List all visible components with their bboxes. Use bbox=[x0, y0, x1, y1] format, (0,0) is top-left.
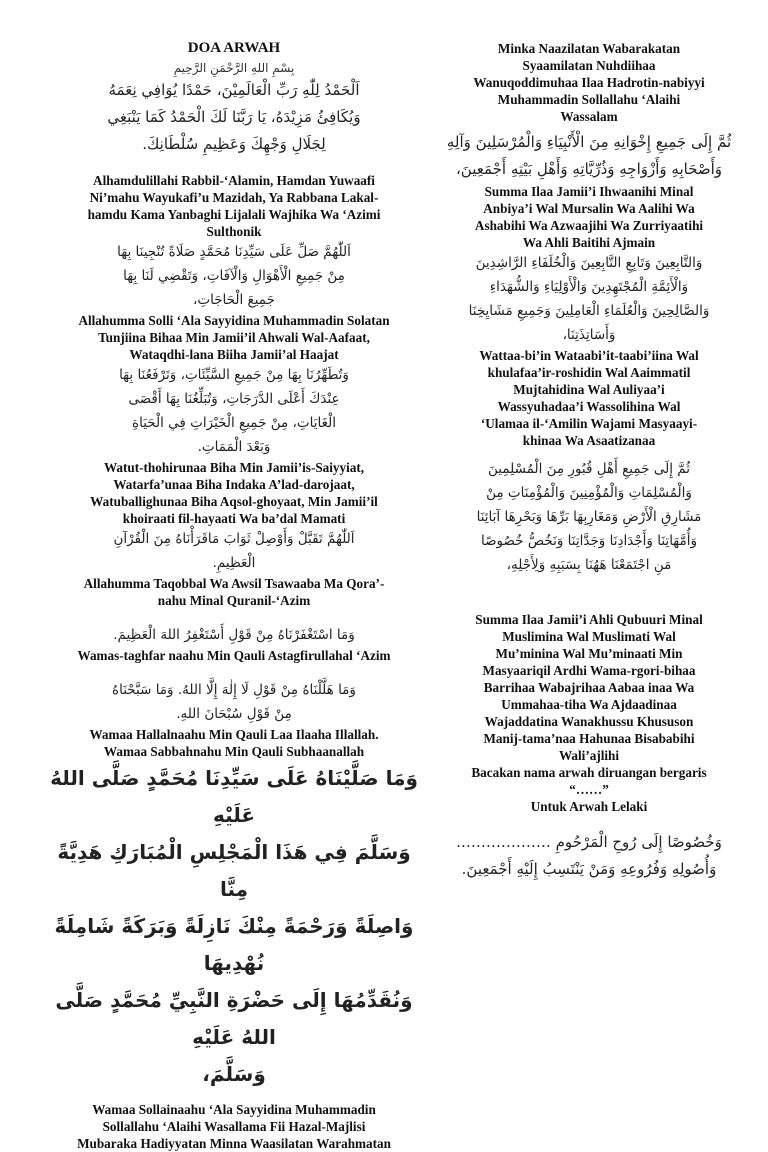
latin-block-4 bbox=[40, 575, 428, 609]
latin-line: Ni’mahu Wayukafi’u Mazidah, Ya Rabbana Lakal- bbox=[89, 190, 379, 205]
latin-line: Muslimina Wal Muslimati Wal bbox=[502, 629, 676, 644]
arabic-line: ثُمَّ إِلَى جَمِيعِ إِخْوَانِهِ مِنَ الْأَنْبِيَاءِ وَالْمُرْسَلِينَ وَآلِهِ bbox=[446, 133, 732, 151]
document-title: DOA ARWAH bbox=[187, 40, 281, 56]
latin-line: Wamaa Hallalnaahu Min Qauli Laa Ilaaha Illallah. bbox=[89, 727, 379, 742]
arabic-line: اَللّٰهُمَّ صَلِّ عَلَى سَيِّدِنَا مُحَمَّدٍ صَلَاةً تُنْجِينَا بِهَا bbox=[117, 244, 351, 260]
latin-block-7 bbox=[40, 1101, 428, 1152]
arabic-line: وَأَسَاتِذَتِنَا، bbox=[562, 327, 616, 343]
latin-block-3 bbox=[40, 459, 428, 527]
arabic-line: وَتُطَهِّرُنَا بِهَا مِنْ جَمِيعِ السَّيِّئَاتِ، وَتَرْفَعُنَا بِهَا bbox=[119, 367, 349, 383]
arabic-line: وَأُمَّهَاتِنَا وَأَجْدَادِنَا وَجَدَّاتِنَا وَنَخُصُّ خُصُوصًا bbox=[480, 533, 698, 549]
arabic-line: الْعَظِيمِ. bbox=[212, 555, 256, 571]
arabic-line: وَخُصُوصًا إِلَى رُوحِ الْمَرْحُومِ ………………. bbox=[456, 833, 722, 851]
latin-line: Wamaa Sollainaahu ‘Ala Sayyidina Muhammadin bbox=[92, 1102, 376, 1117]
latin-line: khoiraati fil-hayaati Wa ba’dal Mamati bbox=[122, 511, 346, 526]
arabic-line: وَمَا هَلَّلْنَاهُ مِنْ قَوْلِ لَا إِلٰهَ إِلَّا اللهُ. وَمَا سَبَّحْنَاهُ bbox=[112, 682, 356, 698]
latin-line: Barrihaa Wabajrihaa Aabaa inaa Wa bbox=[483, 680, 695, 695]
arabic-block-2 bbox=[40, 240, 428, 312]
arabic-block-r1 bbox=[446, 129, 732, 183]
latin-line: Wanuqoddimuhaa Ilaa Hadrotin-nabiyyi bbox=[473, 75, 705, 90]
latin-line: Ummahaa-tiha Wa Ajdaadinaa bbox=[501, 697, 677, 712]
latin-line: Muhammadin Sollallahu ‘Alaihi bbox=[497, 92, 681, 107]
latin-line: Summa Ilaa Jamii’i Ahli Qubuuri Minal bbox=[475, 612, 703, 627]
latin-line: Wali’ajlihi bbox=[558, 748, 620, 763]
arabic-line: وَاصِلَةً وَرَحْمَةً مِنْكَ نَازِلَةً وَبَرَكَةً شَامِلَةً نُهْدِيهَا bbox=[54, 914, 414, 975]
latin-line: Allahumma Solli ‘Ala Sayyidina Muhammadin Solatan bbox=[78, 313, 390, 328]
arabic-line: ثُمَّ إِلَى جَمِيعِ أَهْلِ قُبُورِ مِنَ الْمُسْلِمِينَ bbox=[488, 461, 690, 477]
latin-line: Mubaraka Hadiyyatan Minna Waasilatan Warahmatan bbox=[77, 1136, 391, 1151]
latin-line: khinaa Wa Asaatizanaa bbox=[522, 433, 656, 448]
arabic-line: وَمَا صَلَّيْنَاهُ عَلَى سَيِّدِنَا مُحَمَّدٍ صَلَّى اللهُ عَلَيْهِ bbox=[50, 766, 418, 827]
arabic-block-r4 bbox=[446, 829, 732, 883]
latin-block-r2 bbox=[446, 183, 732, 251]
latin-line: Wa Ahli Baitihi Ajmain bbox=[522, 235, 656, 250]
latin-line: Wassyuhadaa’i Wassolihina Wal bbox=[497, 399, 681, 414]
latin-line: Alhamdulillahi Rabbil-‘Alamin, Hamdan Yuwaafi bbox=[93, 173, 375, 188]
arabic-block-r2 bbox=[446, 251, 732, 347]
instruction-line: “……” bbox=[569, 782, 609, 797]
latin-block-1 bbox=[40, 172, 428, 240]
arabic-line: وَالصَّالِحِينَ وَالْعُلَمَاءِ الْعَامِلِينَ وَجَمِيعِ مَشَايِخِنَا bbox=[468, 303, 710, 319]
latin-line: Mu’minina Wal Mu’minaati Min bbox=[495, 646, 683, 661]
latin-line: Wattaa-bi’in Wataabi’it-taabi’iina Wal bbox=[479, 348, 699, 363]
latin-block-2 bbox=[40, 312, 428, 363]
latin-line: Wataqdhi-lana Biiha Jamii’al Haajat bbox=[129, 347, 339, 362]
latin-line: Allahumma Taqobbal Wa Awsil Tsawaaba Ma Qora’- bbox=[83, 576, 385, 591]
instruction-line: Bacakan nama arwah diruangan bergaris bbox=[471, 765, 707, 780]
latin-line: nahu Minal Quranil-‘Azim bbox=[157, 593, 311, 608]
arabic-line: وَسَلَّمَ، bbox=[202, 1062, 266, 1086]
arabic-line: وَيُكَافِئُ مَزِيْدَهُ، يَا رَبَّنَا لَكَ الْحَمْدُ كَمَا يَنْبَغِي bbox=[107, 108, 361, 126]
arabic-line: وَنُقَدِّمُهَا إِلَى حَضْرَةِ النَّبِيِّ مُحَمَّدٍ صَلَّى اللهُ عَلَيْهِ bbox=[55, 988, 413, 1049]
arabic-block-r3 bbox=[446, 457, 732, 577]
arabic-block-6 bbox=[40, 678, 428, 726]
latin-line: khulafaa’ir-roshidin Wal Aaimmatil bbox=[487, 365, 691, 380]
latin-line: Summa Ilaa Jamii’i Ihwaanihi Minal bbox=[484, 184, 694, 199]
latin-line: Sulthonik bbox=[206, 224, 262, 239]
latin-line: Watarfa’unaa Biha Indaka A’lad-darojaat, bbox=[113, 477, 355, 492]
latin-line: Watuballighunaa Biha Aqsol-ghoyaat, Min Jamii’il bbox=[90, 494, 378, 509]
instruction-line: Untuk Arwah Lelaki bbox=[530, 799, 648, 814]
arabic-line: وَسَلَّمَ فِي هَذَا الْمَجْلِسِ الْمُبَارَكِ هَدِيَّةً مِنَّا bbox=[57, 840, 411, 901]
arabic-line: اَلْحَمْدُ لِلّٰهِ رَبِّ الْعَالَمِيْنَ، حَمْدًا يُوَافِي نِعَمَهُ bbox=[108, 81, 360, 99]
latin-line: Manij-tama’naa Hahunaa Bisababihi bbox=[483, 731, 695, 746]
latin-line: Minka Naazilatan Wabarakatan bbox=[497, 41, 681, 56]
latin-line: Mujtahidina Wal Auliyaa’i bbox=[513, 382, 665, 397]
arabic-line: مِنْ جَمِيعِ الْأَهْوَالِ وَالْآفَاتِ، وَتَقْضِي لَنَا بِهَا bbox=[123, 268, 345, 284]
arabic-line: جَمِيعَ الْحَاجَاتِ، bbox=[193, 292, 275, 308]
arabic-line: اَللّٰهُمَّ تَقَبَّلْ وَأَوْصِلْ ثَوَابَ مَاقَرَأْنَاهُ مِنَ الْقُرْآنِ bbox=[113, 531, 355, 547]
arabic-line: وَأَصْحَابِهِ وَأَزْوَاجِهِ وَذُرِّيَّاتِهِ وَأَهْلِ بَيْتِهِ أَجْمَعِينَ، bbox=[455, 160, 723, 178]
latin-line: Syaamilatan Nuhdiihaa bbox=[522, 58, 656, 73]
arabic-line: وَالْأَئِمَّةِ الْمُجْتَهِدِينَ وَالْأَوْلِيَاءِ وَالشُّهَدَاءِ bbox=[489, 279, 689, 295]
latin-line: Wajaddatina Wanakhussu Khususon bbox=[484, 714, 694, 729]
latin-block-6 bbox=[40, 726, 428, 760]
arabic-block-1 bbox=[40, 77, 428, 158]
latin-block-5 bbox=[40, 647, 428, 664]
left-column bbox=[40, 40, 428, 1152]
latin-line: Wassalam bbox=[560, 109, 618, 124]
arabic-line: مِنْ قَوْلِ سُبْحَانَ اللهِ. bbox=[176, 706, 292, 722]
latin-line: Ashabihi Wa Azwaajihi Wa Zurriyaatihi bbox=[474, 218, 704, 233]
latin-line: Tunjiina Bihaa Min Jamii’il Ahwali Wal-Aafaat, bbox=[98, 330, 370, 345]
arabic-line: الْغَايَاتِ، مِنْ جَمِيعِ الْخَيْرَاتِ فِي الْحَيَاةِ bbox=[132, 415, 336, 431]
arabic-block-4 bbox=[40, 527, 428, 575]
latin-line: hamdu Kama Yanbaghi Lijalali Wajhika Wa ‘Azimi bbox=[87, 207, 381, 222]
arabic-block-7 bbox=[40, 760, 428, 1093]
arabic-line: وَأُصُولِهِ وَفُرُوعِهِ وَمَنْ يَنْتَسِبُ إِلَيْهِ أَجْمَعِينَ. bbox=[461, 860, 717, 878]
latin-block-r4 bbox=[446, 611, 732, 815]
latin-line: Watut-thohirunaa Biha Min Jamii’is-Saiyyiat, bbox=[103, 460, 365, 475]
arabic-line: وَالْمُسْلِمَاتِ وَالْمُؤْمِنِينَ وَالْمُؤْمِنَاتِ مِنْ bbox=[486, 485, 692, 501]
arabic-block-5 bbox=[40, 623, 428, 647]
right-column bbox=[446, 40, 732, 883]
basmalah: بِسْمِ اللهِ الرَّحْمَنِ الرَّحِيمِ bbox=[173, 61, 295, 75]
latin-block-r1 bbox=[446, 40, 732, 125]
arabic-block-3 bbox=[40, 363, 428, 459]
arabic-line: مَنِ اجْتَمَعْنَا هَهُنَا بِسَبَبِهِ وَلِأَجْلِهِ، bbox=[506, 557, 672, 573]
latin-line: Wamaa Sabbahnahu Min Qauli Subhaanallah bbox=[103, 744, 365, 759]
latin-line: ‘Ulamaa il-‘Amilin Wajami Masyaayi- bbox=[480, 416, 698, 431]
arabic-line: عِنْدَكَ أَعْلَى الدَّرَجَاتِ، وَتُبَلِّغُنَا بِهَا أَقْصَى bbox=[128, 391, 340, 407]
arabic-line: وَالتَّابِعِينَ وَتَابِعِ التَّابِعِينَ وَالْخُلَفَاءِ الرَّاشِدِينَ bbox=[475, 255, 703, 271]
latin-line: Sollallahu ‘Alaihi Wasallama Fii Hazal-Majlisi bbox=[102, 1119, 366, 1134]
latin-block-r3 bbox=[446, 347, 732, 449]
latin-line: Masyaariqil Ardhi Wama-rgori-bihaa bbox=[482, 663, 696, 678]
arabic-line: لِجَلَالِ وَجْهِكَ وَعَظِيمِ سُلْطَانِكَ. bbox=[142, 135, 326, 153]
latin-line: Wamas-taghfar naahu Min Qauli Astagfirullahal ‘Azim bbox=[77, 648, 391, 663]
latin-line: Anbiya’i Wal Mursalin Wa Aalihi Wa bbox=[483, 201, 695, 216]
arabic-line: وَبَعْدَ الْمَمَاتِ. bbox=[197, 439, 271, 455]
arabic-line: وَمَا اسْتَغْفَرْنَاهُ مِنْ قَوْلِ أَسْتَغْفِرُ اللهَ الْعَظِيمَ. bbox=[113, 627, 355, 643]
arabic-line: مَشَارِقِ الْأَرْضِ وَمَغَارِبِهَا بَرِّهَا وَبَحْرِهَا آبَائِنَا bbox=[476, 509, 702, 525]
